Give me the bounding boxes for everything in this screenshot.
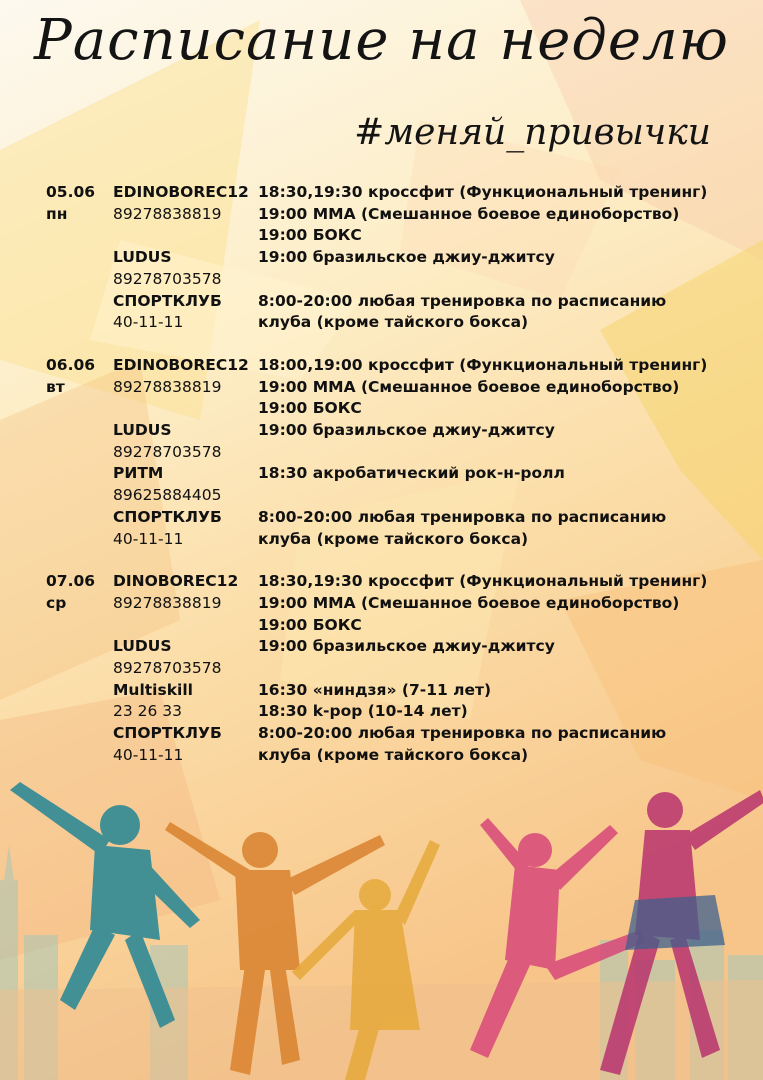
club-info [113,463,258,506]
club-name: EDINOBOREC12 [113,183,249,201]
day-label [46,355,113,420]
club-name: СПОРТКЛУБ [113,291,222,310]
day-block [46,571,746,766]
club-row [46,291,746,334]
activity-list [258,636,746,679]
activity-line: 18:30 k-pop (10-14 лет) [258,702,468,721]
activity-list [258,291,746,334]
club-info [113,636,258,679]
activity-line: 18:00,19:00 кроссфит (Функциональный тренинг) [258,355,708,374]
activity-line: 8:00-20:00 любая тренировка по расписанию [258,291,667,310]
club-name: СПОРТКЛУБ [113,724,222,743]
day-date: 06.06 [46,355,96,374]
day-weekday: ср [46,593,67,612]
activity-list [258,507,746,550]
club-row [46,182,746,247]
day-date: 05.06 [46,183,96,201]
club-phone: 89278838819 [113,593,222,612]
club-phone: 23 26 33 [113,702,183,721]
club-info [113,571,258,636]
page-title: Расписание на неделю [34,8,729,73]
activity-line: клуба (кроме тайского бокса) [258,745,529,764]
club-info [113,182,258,247]
club-info [113,247,258,290]
activity-line: 16:30 «ниндзя» (7-11 лет) [258,680,492,699]
club-phone: 89278838819 [113,204,222,223]
club-row [46,463,746,506]
activity-line: 8:00-20:00 любая тренировка по расписанию [258,724,667,743]
day-label [46,182,113,247]
day-weekday: вт [46,377,65,396]
club-info [113,291,258,334]
day-weekday: пн [46,204,68,223]
club-row [46,247,746,290]
activity-list [258,680,746,723]
club-name: LUDUS [113,637,172,656]
day-block [46,355,746,550]
club-name: DINOBOREC12 [113,572,239,591]
activity-line: 18:30,19:30 кроссфит (Функциональный тренинг) [258,572,708,591]
club-info [113,507,258,550]
club-row [46,507,746,550]
activity-line: 19:00 ММА (Смешанное боевое единоборство) [258,593,680,612]
club-phone: 89278703578 [113,659,222,678]
activity-list [258,571,746,636]
club-name: LUDUS [113,248,172,267]
club-row [46,571,746,636]
club-info [113,680,258,723]
activity-line: клуба (кроме тайского бокса) [258,529,529,548]
hashtag: #меняй_привычки [354,112,711,153]
activity-line: 19:00 ММА (Смешанное боевое единоборство) [258,204,680,223]
club-name: СПОРТКЛУБ [113,507,222,526]
club-name: EDINOBOREC12 [113,355,249,374]
activity-line: 8:00-20:00 любая тренировка по расписанию [258,507,667,526]
activity-list [258,463,746,506]
club-row [46,420,746,463]
weekly-schedule [46,182,746,788]
club-row [46,723,746,766]
activity-line: 19:00 бразильское джиу-джитсу [258,248,555,267]
dancer-silhouettes-illustration [0,770,763,1080]
activity-list [258,420,746,463]
club-phone: 89278838819 [113,377,222,396]
club-row [46,636,746,679]
activity-line: 18:30,19:30 кроссфит (Функциональный тренинг) [258,183,708,201]
activity-line: 19:00 БОКС [258,399,362,418]
day-label [46,571,113,636]
club-info [113,723,258,766]
activity-line: 19:00 бразильское джиу-джитсу [258,637,555,656]
club-name: РИТМ [113,464,164,483]
activity-list [258,723,746,766]
club-info [113,355,258,420]
activity-line: 19:00 БОКС [258,226,362,245]
club-phone: 89278703578 [113,442,222,461]
activity-list [258,355,746,420]
club-phone: 89625884405 [113,486,222,505]
day-date: 07.06 [46,572,96,591]
activity-line: 18:30 акробатический рок-н-ролл [258,464,565,483]
club-phone: 40-11-11 [113,745,184,764]
activity-list [258,182,746,247]
club-name: Multiskill [113,680,193,699]
day-block [46,182,746,334]
activity-line: 19:00 бразильское джиу-джитсу [258,421,555,440]
club-info [113,420,258,463]
activity-line: клуба (кроме тайского бокса) [258,313,529,332]
club-row [46,680,746,723]
activity-list [258,247,746,290]
club-row [46,355,746,420]
club-phone: 40-11-11 [113,529,184,548]
activity-line: 19:00 ММА (Смешанное боевое единоборство) [258,377,680,396]
club-phone: 89278703578 [113,269,222,288]
club-phone: 40-11-11 [113,313,184,332]
club-name: LUDUS [113,421,172,440]
activity-line: 19:00 БОКС [258,615,362,634]
